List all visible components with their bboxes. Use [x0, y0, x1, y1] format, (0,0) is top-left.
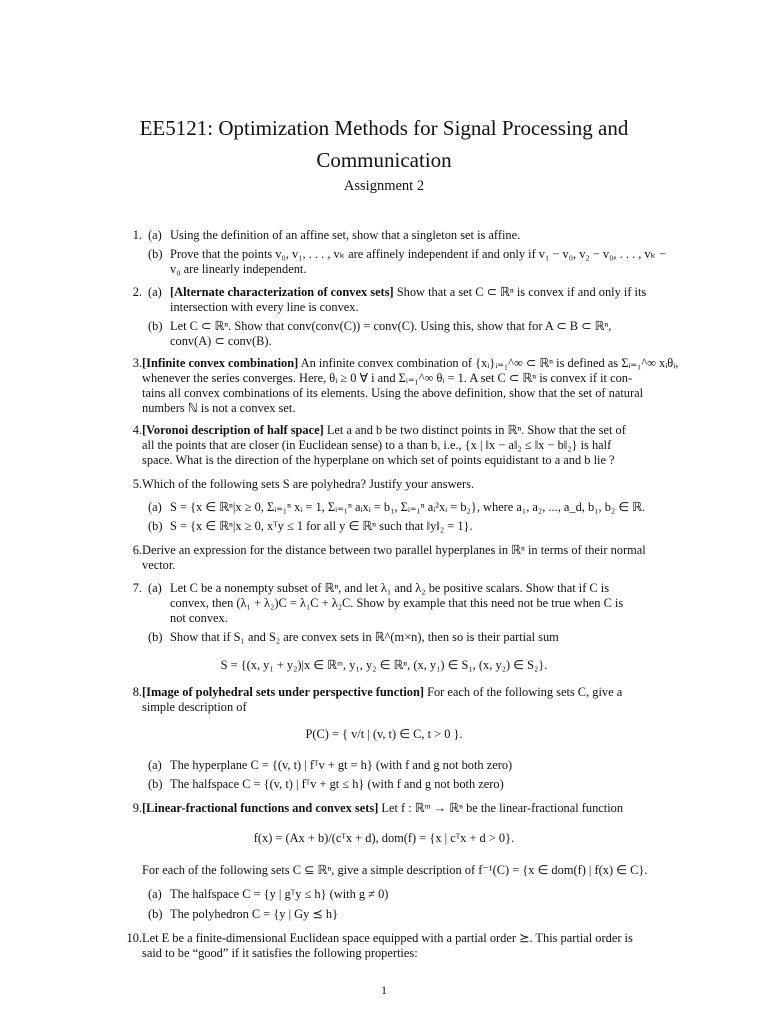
q4-heading: [Voronoi description of half space] [142, 423, 324, 437]
q7b-label: (b) [148, 630, 163, 644]
q6-text-line2: vector. [142, 558, 176, 572]
q1a-label: (a) [148, 228, 162, 242]
document-title [80, 112, 688, 176]
q6-text-line1: Derive an expression for the distance between two parallel hyperplanes in ℝⁿ in terms of their normal [142, 543, 646, 557]
q8-heading: [Image of polyhedral sets under perspective function] [142, 685, 424, 699]
question-number-7: 7. [132, 581, 142, 595]
question-number-6: 6. [132, 543, 142, 557]
q5b-text: S = {x ∈ ℝⁿ|x ≥ 0, xᵀy ≤ 1 for all y ∈ ℝⁿ such that ‖y‖₂ = 1}. [170, 519, 473, 533]
q7b-text: Show that if S₁ and S₂ are convex sets in ℝ^(m×n), then so is their partial sum [170, 630, 559, 644]
q8a-label: (a) [148, 758, 162, 772]
q4-text-line2: all the points that are closer (in Euclidean sense) to a than b, i.e., {x | ‖x − a‖₂ ≤ ‖x − b‖₂} is half [142, 438, 612, 452]
q4-text-line3: space. What is the direction of the hyperplane on which set of points equidistant to a and b lie ? [142, 453, 615, 467]
q8-text-line1: [Image of polyhedral sets under perspective function] For each of the following sets C, give a [142, 685, 623, 699]
q2b-text-line2: conv(A) ⊂ conv(B). [170, 334, 272, 348]
q9a-text: The halfspace C = {y | gᵀy ≤ h} (with g ≠ 0) [170, 887, 389, 901]
question-number-5: 5. [132, 477, 142, 491]
q3-text-line4: numbers ℕ is not a convex set. [142, 401, 296, 415]
q7a-label: (a) [148, 581, 162, 595]
question-number-10: 10. [126, 931, 142, 945]
q9-equation: f(x) = (Ax + b)/(cᵀx + d), dom(f) = {x | cᵀx + d > 0}. [253, 831, 515, 845]
q3-heading: [Infinite convex combination] [142, 356, 299, 370]
q2a-label: (a) [148, 285, 162, 299]
q1b-text-line1: Prove that the points v₀, v₁, . . . , vₖ are affinely independent if and only if v₁ − v₀, v₂ − v₀, . . . , vₖ − [170, 247, 666, 261]
q8-text-line2: simple description of [142, 700, 247, 714]
question-number-4: 4. [132, 423, 142, 437]
q7a-text-line3: not convex. [170, 611, 228, 625]
question-number-9: 9. [132, 801, 142, 815]
q8a-text: The hyperplane C = {(v, t) | fᵀv + gt = h} (with f and g not both zero) [170, 758, 513, 772]
q2a-text-line2: intersection with every line is convex. [170, 300, 359, 314]
q9-text-line2: For each of the following sets C ⊆ ℝⁿ, give a simple description of f⁻¹(C) = {x ∈ dom(f) | f(x) ∈ C}. [142, 863, 648, 877]
q3-text-line1: [Infinite convex combination] An infinite convex combination of {xᵢ}ᵢ₌₁^∞ ⊂ ℝⁿ is defined as Σᵢ₌₁^∞ xᵢθᵢ, [142, 356, 679, 370]
q1a-text: Using the definition of an affine set, show that a singleton set is affine. [170, 228, 521, 242]
q4-text-line1: [Voronoi description of half space] Let a and b be two distinct points in ℝⁿ. Show that the set of [142, 423, 626, 437]
q8b-label: (b) [148, 777, 163, 791]
q5a-label: (a) [148, 500, 162, 514]
question-number-3: 3. [132, 356, 142, 370]
q10-text-line1: Let E be a finite-dimensional Euclidean space equipped with a partial order ⪰. This partial order is [142, 931, 633, 945]
q2a-text-line1: [Alternate characterization of convex sets] Show that a set C ⊂ ℝⁿ is convex if and only if its [170, 285, 647, 299]
q9a-label: (a) [148, 887, 162, 901]
q2b-text-line1: Let C ⊂ ℝⁿ. Show that conv(conv(C)) = conv(C). Using this, show that for A ⊂ B ⊂ ℝⁿ, [170, 319, 612, 333]
q3-text-line3: tains all convex combinations of its elements. Using the above definition, show that the set of natural [142, 386, 644, 400]
q9-text-line1: [Linear-fractional functions and convex sets] Let f : ℝᵐ → ℝⁿ be the linear-fractional function [142, 801, 624, 815]
q2a-heading: [Alternate characterization of convex sets] [170, 285, 394, 299]
assignment-subtitle: Assignment 2 [343, 178, 425, 194]
q7a-text-line2: convex, then (λ₁ + λ₂)C = λ₁C + λ₂C. Show by example that this need not be true when C is [170, 596, 624, 610]
question-number-1: 1. [132, 228, 142, 242]
q9-heading: [Linear-fractional functions and convex sets] [142, 801, 379, 815]
title-line-1: EE5121: Optimization Methods for Signal Processing and [139, 116, 629, 140]
q7a-text-line1: Let C be a nonempty subset of ℝⁿ, and let λ₁ and λ₂ be positive scalars. Show that if C is [170, 581, 610, 595]
q9b-text: The polyhedron C = {y | Gy ⪯ h} [170, 907, 339, 921]
page-number: 1 [381, 983, 387, 997]
q8-equation: P(C) = { v/t | (v, t) ∈ C, t > 0 }. [305, 727, 463, 741]
q1b-label: (b) [148, 247, 163, 261]
question-number-2: 2. [132, 285, 142, 299]
q10-text-line2: said to be “good” if it satisfies the following properties: [142, 946, 418, 960]
q3-text-line2: whenever the series converges. Here, θᵢ ≥ 0 ∀ i and Σᵢ₌₁^∞ θᵢ = 1. A set C ⊂ ℝⁿ is convex if it con- [142, 371, 633, 385]
q5a-text: S = {x ∈ ℝⁿ|x ≥ 0, Σᵢ₌₁ⁿ xᵢ = 1, Σᵢ₌₁ⁿ aᵢxᵢ = b₁, Σᵢ₌₁ⁿ aᵢ²xᵢ = b₂}, where a₁, a₂, ..., a_d, b₁, b₂ ∈ ℝ. [170, 500, 646, 514]
q2b-label: (b) [148, 319, 163, 333]
q8b-text: The halfspace C = {(v, t) | fᵀv + gt ≤ h} (with f and g not both zero) [170, 777, 504, 791]
q5-text: Which of the following sets S are polyhedra? Justify your answers. [142, 477, 475, 491]
q1b-text-line2: v₀ are linearly independent. [170, 262, 307, 276]
q5b-label: (b) [148, 519, 163, 533]
question-number-8: 8. [132, 685, 142, 699]
q7-equation: S = {(x, y₁ + y₂)|x ∈ ℝᵐ, y₁, y₂ ∈ ℝⁿ, (x, y₁) ∈ S₁, (x, y₂) ∈ S₂}. [220, 658, 548, 672]
title-line-2: Communication [316, 148, 452, 172]
q9b-label: (b) [148, 907, 163, 921]
